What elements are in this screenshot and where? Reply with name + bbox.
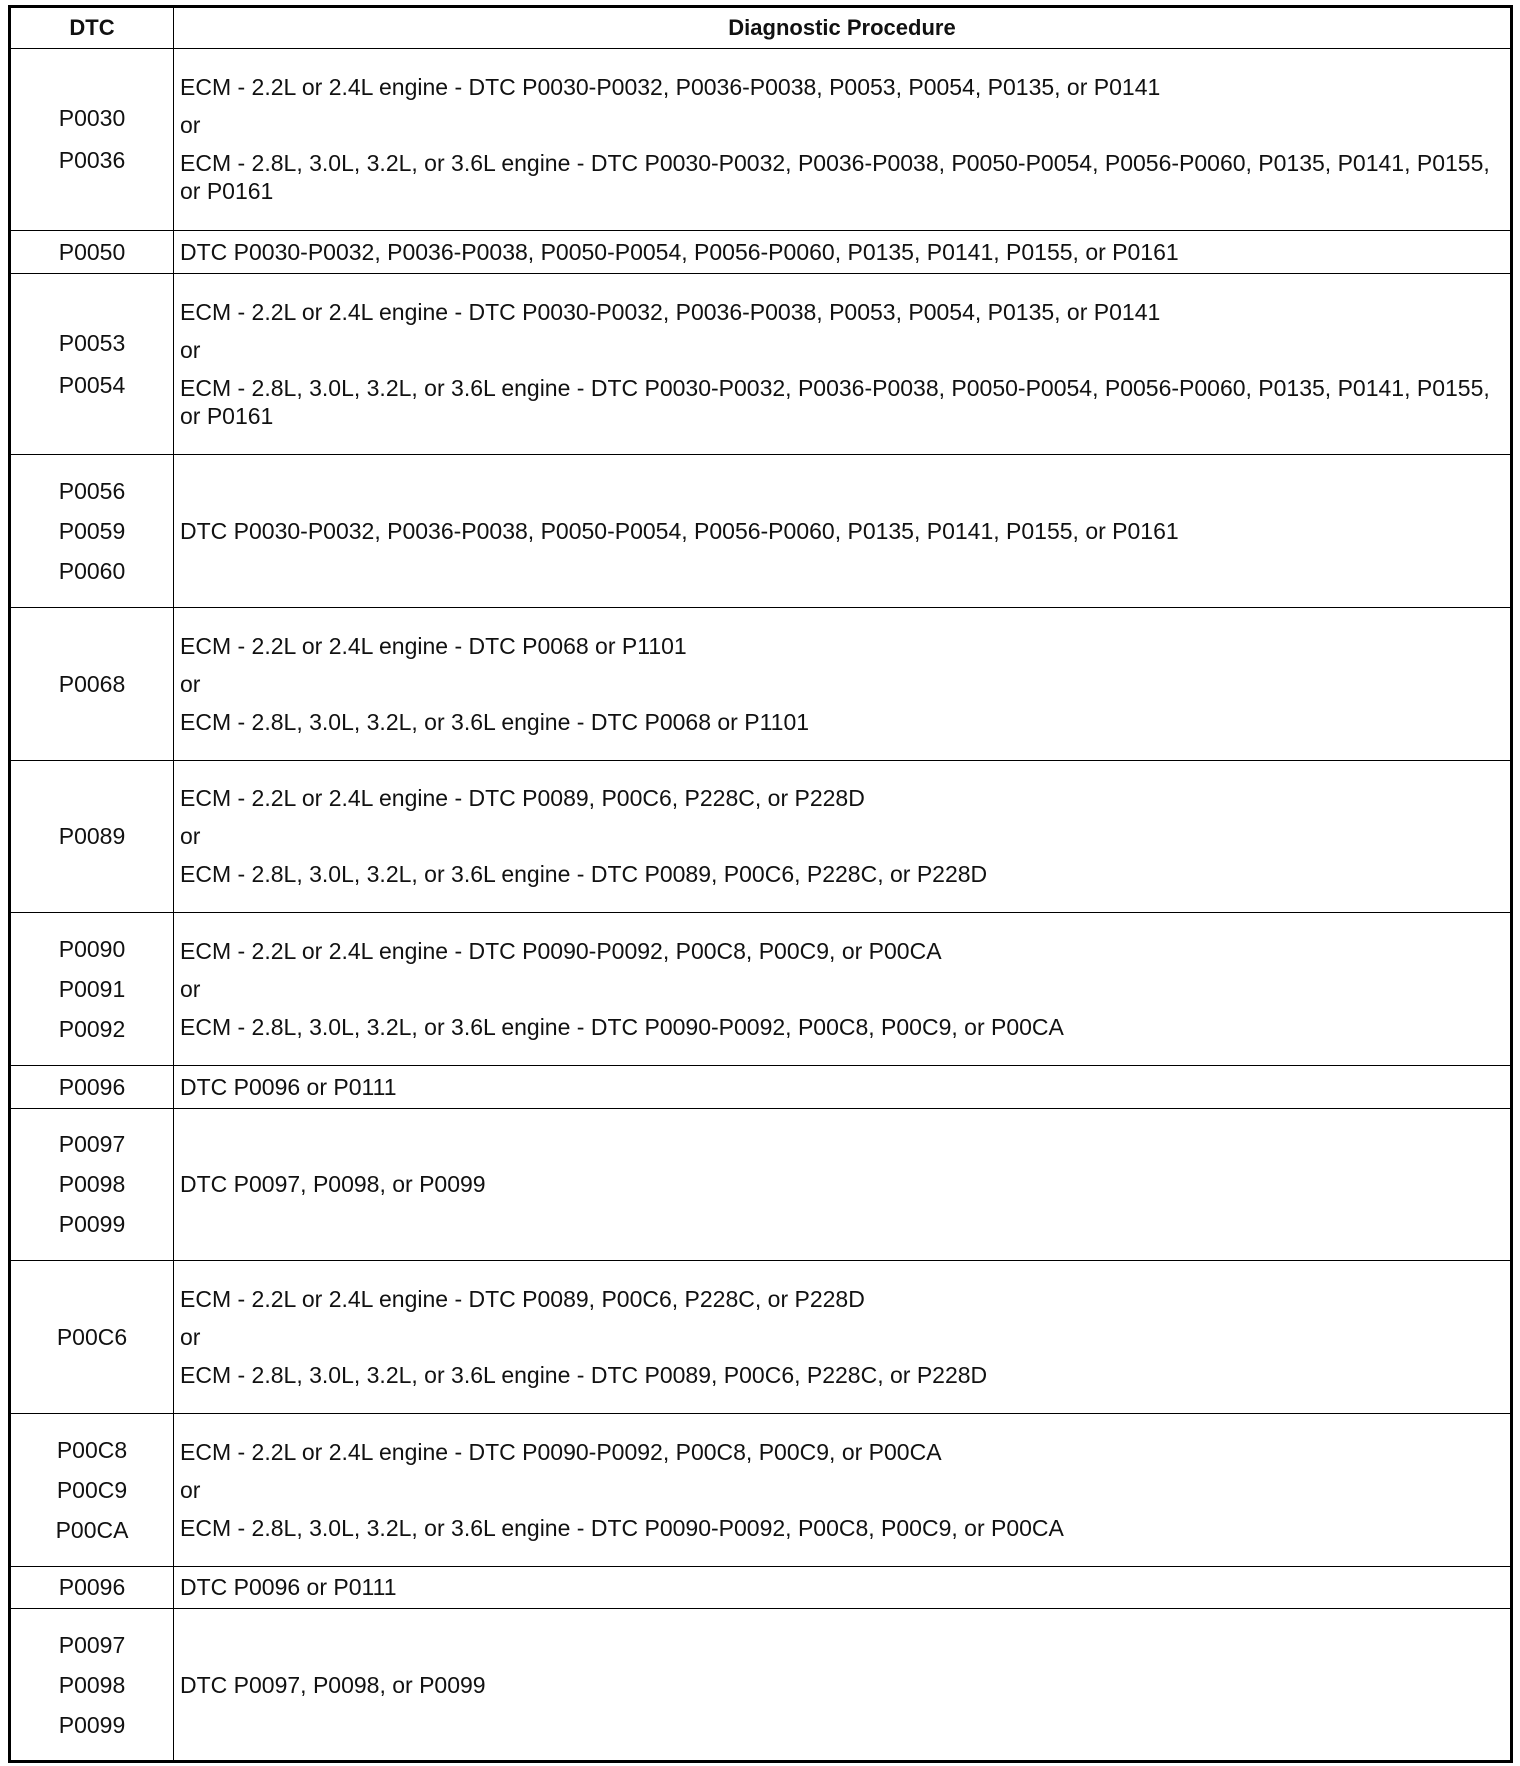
procedure-cell [174, 1609, 1512, 1762]
dtc-code: P0096 [58, 1073, 126, 1100]
procedure-link-text[interactable]: ECM - 2.2L or 2.4L engine - DTC P0089, P00C6, P228C, or P228D [180, 785, 865, 812]
dtc-code: P0050 [58, 238, 126, 265]
dtc-column-header: DTC [10, 7, 174, 49]
procedure-or-separator: or [180, 336, 201, 363]
procedure-link-text[interactable]: ECM - 2.2L or 2.4L engine - DTC P0089, P00C6, P228C, or P228D [180, 1286, 865, 1313]
dtc-code: P0089 [58, 823, 126, 850]
procedure-or-separator: or [180, 1476, 201, 1503]
procedure-link-text[interactable]: ECM - 2.2L or 2.4L engine - DTC P0068 or P1101 [180, 632, 687, 659]
dtc-code: P0096 [58, 1574, 126, 1601]
dtc-cell [10, 230, 174, 273]
procedure-cell [174, 230, 1512, 273]
dtc-code: P0098 [58, 1671, 126, 1698]
table-row [10, 49, 1512, 231]
dtc-code: P0097 [58, 1631, 126, 1658]
dtc-code: P0056 [58, 478, 126, 505]
dtc-code: P0053 [58, 329, 126, 356]
table-row [10, 608, 1512, 761]
table-row [10, 1566, 1512, 1609]
table-header-row [10, 7, 1512, 49]
table-row [10, 455, 1512, 608]
procedure-cell [174, 913, 1512, 1066]
procedure-link-text[interactable]: DTC P0097, P0098, or P0099 [180, 1171, 486, 1198]
procedure-link-text[interactable]: ECM - 2.8L, 3.0L, 3.2L, or 3.6L engine - DTC P0089, P00C6, P228C, or P228D [180, 1362, 988, 1389]
dtc-cell [10, 455, 174, 608]
procedure-link-text[interactable]: ECM - 2.8L, 3.0L, 3.2L, or 3.6L engine - DTC P0030-P0032, P0036-P0038, P0050-P0054, P0056-P0060, P0135, P0141, P0155, or P0161 [180, 374, 1490, 429]
procedure-link-text[interactable]: DTC P0030-P0032, P0036-P0038, P0050-P0054, P0056-P0060, P0135, P0141, P0155, or P0161 [180, 518, 1179, 545]
procedure-link-text[interactable]: DTC P0096 or P0111 [180, 1574, 397, 1601]
dtc-code: P0091 [58, 976, 126, 1003]
procedure-cell [174, 49, 1512, 231]
procedure-link-text[interactable]: DTC P0096 or P0111 [180, 1073, 397, 1100]
procedure-or-separator: or [180, 1324, 201, 1351]
procedure-link-text[interactable]: ECM - 2.8L, 3.0L, 3.2L, or 3.6L engine - DTC P0068 or P1101 [180, 708, 810, 735]
table-row [10, 1413, 1512, 1566]
procedure-cell [174, 273, 1512, 455]
procedure-or-separator: or [180, 112, 201, 139]
dtc-code: P0092 [58, 1016, 126, 1043]
procedure-link-text[interactable]: ECM - 2.8L, 3.0L, 3.2L, or 3.6L engine - DTC P0090-P0092, P00C8, P00C9, or P00CA [180, 1014, 1064, 1041]
procedure-cell [174, 1065, 1512, 1108]
procedure-link-text[interactable]: ECM - 2.8L, 3.0L, 3.2L, or 3.6L engine - DTC P0089, P00C6, P228C, or P228D [180, 861, 988, 888]
procedure-cell [174, 608, 1512, 761]
dtc-cell [10, 760, 174, 913]
dtc-cell [10, 1566, 174, 1609]
procedure-link-text[interactable]: ECM - 2.8L, 3.0L, 3.2L, or 3.6L engine - DTC P0030-P0032, P0036-P0038, P0050-P0054, P0056-P0060, P0135, P0141, P0155, or P0161 [180, 150, 1490, 205]
dtc-cell [10, 1413, 174, 1566]
dtc-cell [10, 1609, 174, 1762]
dtc-code: P0099 [58, 1711, 126, 1738]
dtc-cell [10, 1261, 174, 1414]
table-row [10, 273, 1512, 455]
dtc-code: P0097 [58, 1131, 126, 1158]
procedure-cell [174, 1261, 1512, 1414]
dtc-cell [10, 273, 174, 455]
dtc-code: P0054 [58, 371, 126, 398]
procedure-cell [174, 1566, 1512, 1609]
procedure-link-text[interactable]: ECM - 2.2L or 2.4L engine - DTC P0030-P0032, P0036-P0038, P0053, P0054, P0135, or P0141 [180, 74, 1161, 101]
dtc-code: P00C6 [56, 1324, 128, 1351]
dtc-table [8, 5, 1513, 1763]
dtc-cell [10, 608, 174, 761]
dtc-cell [10, 913, 174, 1066]
dtc-cell [10, 1108, 174, 1261]
procedure-link-text[interactable]: DTC P0030-P0032, P0036-P0038, P0050-P0054, P0056-P0060, P0135, P0141, P0155, or P0161 [180, 238, 1179, 265]
procedure-cell [174, 1108, 1512, 1261]
table-row [10, 1065, 1512, 1108]
procedure-or-separator: or [180, 670, 201, 697]
dtc-code: P0060 [58, 558, 126, 585]
dtc-code: P0068 [58, 670, 126, 697]
table-row [10, 230, 1512, 273]
table-row [10, 760, 1512, 913]
table-body [10, 49, 1512, 1762]
dtc-code: P00C8 [56, 1436, 128, 1463]
procedure-link-text[interactable]: DTC P0097, P0098, or P0099 [180, 1671, 486, 1698]
dtc-code: P0036 [58, 147, 126, 174]
procedure-column-header: Diagnostic Procedure [174, 7, 1512, 49]
dtc-code: P0090 [58, 936, 126, 963]
dtc-code: P0059 [58, 518, 126, 545]
procedure-link-text[interactable]: ECM - 2.2L or 2.4L engine - DTC P0090-P0092, P00C8, P00C9, or P00CA [180, 1438, 942, 1465]
dtc-code: P0098 [58, 1171, 126, 1198]
dtc-cell [10, 49, 174, 231]
procedure-cell [174, 760, 1512, 913]
table-row [10, 1261, 1512, 1414]
dtc-code: P00CA [55, 1516, 129, 1543]
procedure-cell [174, 455, 1512, 608]
procedure-link-text[interactable]: ECM - 2.2L or 2.4L engine - DTC P0090-P0092, P00C8, P00C9, or P00CA [180, 938, 942, 965]
procedure-link-text[interactable]: ECM - 2.8L, 3.0L, 3.2L, or 3.6L engine - DTC P0090-P0092, P00C8, P00C9, or P00CA [180, 1514, 1064, 1541]
table-row [10, 1609, 1512, 1762]
dtc-code: P0099 [58, 1211, 126, 1238]
procedure-or-separator: or [180, 823, 201, 850]
table-row [10, 1108, 1512, 1261]
dtc-code: P0030 [58, 105, 126, 132]
procedure-or-separator: or [180, 976, 201, 1003]
dtc-code: P00C9 [56, 1476, 128, 1503]
dtc-cell [10, 1065, 174, 1108]
table-row [10, 913, 1512, 1066]
procedure-cell [174, 1413, 1512, 1566]
procedure-link-text[interactable]: ECM - 2.2L or 2.4L engine - DTC P0030-P0032, P0036-P0038, P0053, P0054, P0135, or P0141 [180, 298, 1161, 325]
